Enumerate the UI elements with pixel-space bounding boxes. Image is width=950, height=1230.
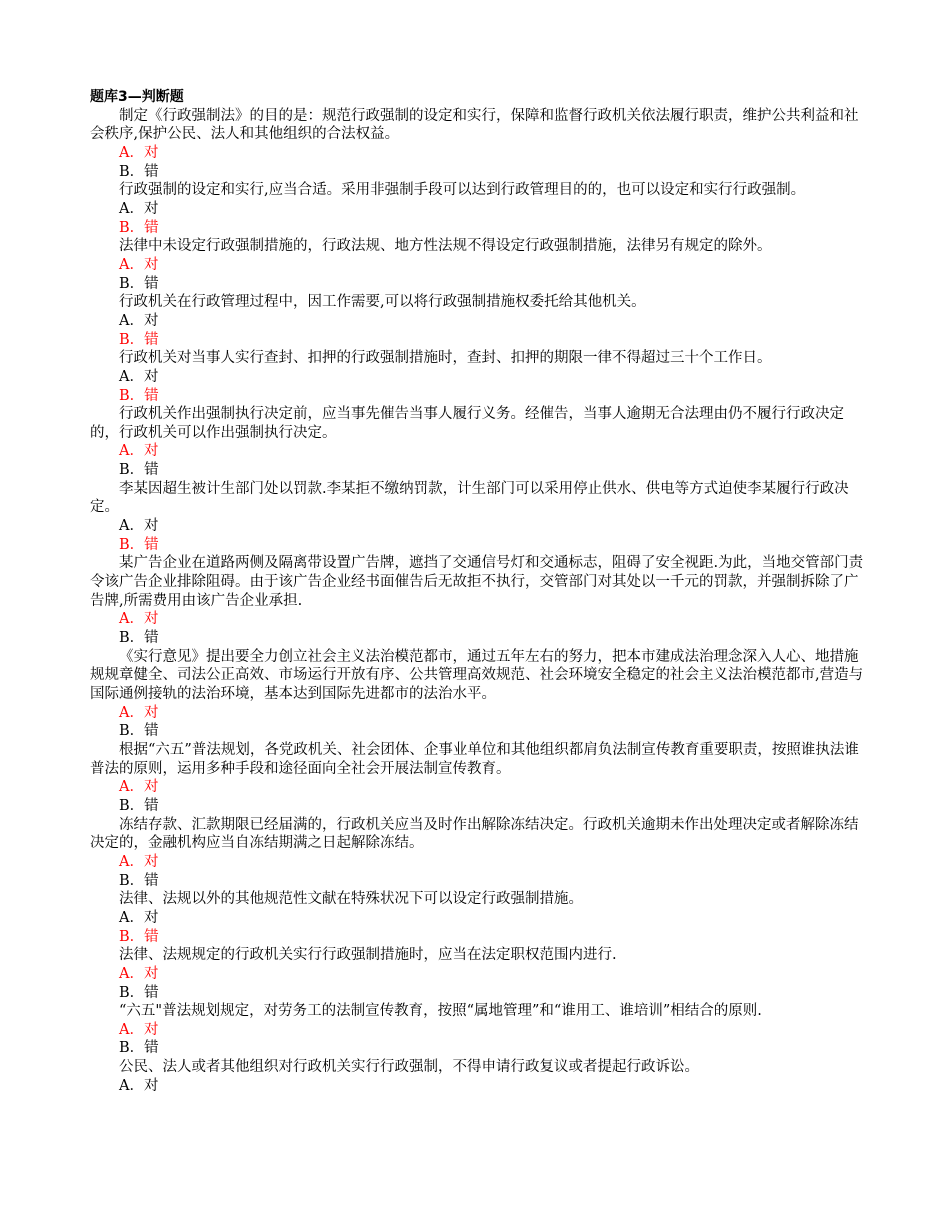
- option-b: B．错: [119, 219, 159, 236]
- option-b: B．错: [119, 723, 159, 740]
- question-item: [90, 349, 870, 405]
- option-a: A．对: [119, 611, 159, 628]
- option-b: B．错: [119, 984, 159, 1001]
- question-item: [90, 107, 870, 182]
- question-text: 某广告企业在道路两侧及隔离带设置广告牌，遮挡了交通信号灯和交通标志，阻碍了安全视距.为此，当地交管部门责令该广告企业排除阻碍。由于该广告企业经书面催告后无故拒不执行，交管部门对其处以一千元的罚款，并强制拆除了广告牌,所需费用由该广告企业承担.: [90, 555, 864, 609]
- option-b: B．错: [119, 536, 159, 553]
- option-b: B．错: [119, 331, 159, 348]
- question-text: 法律、法规以外的其他规范性文献在特殊状况下可以设定行政强制措施。: [119, 891, 583, 908]
- question-item: [90, 946, 870, 1002]
- option-b: B．错: [119, 462, 159, 479]
- option-a: A．对: [119, 1021, 159, 1038]
- question-item: [90, 181, 870, 237]
- option-b: B．错: [119, 872, 159, 889]
- question-item: [90, 405, 870, 480]
- option-a: A．对: [119, 853, 159, 870]
- question-item: [90, 816, 870, 891]
- question-item: [90, 480, 870, 555]
- option-a: A．对: [119, 144, 159, 161]
- option-a: A．对: [119, 368, 159, 385]
- option-b: B．错: [119, 797, 159, 814]
- option-a: A．对: [119, 965, 159, 982]
- question-item: [90, 237, 870, 293]
- question-item: [90, 293, 870, 349]
- question-text: 法律中未设定行政强制措施的，行政法规、地方性法规不得设定行政强制措施，法律另有规定的除外。: [119, 238, 772, 255]
- document-page: [90, 88, 870, 1095]
- question-text: 法律、法规规定的行政机关实行行政强制措施时，应当在法定职权范围内进行.: [119, 947, 617, 964]
- option-b: B．错: [119, 630, 159, 647]
- option-b: B．错: [119, 1040, 159, 1057]
- option-b: B．错: [119, 163, 159, 180]
- page-title: 题库3—判断题: [90, 89, 184, 105]
- question-text: “六五"普法规划规定，对劳务工的法制宣传教育，按照“属地管理”和“谁用工、谁培训”相结合的原则.: [119, 1003, 762, 1020]
- option-a: A．对: [119, 1077, 159, 1094]
- option-a: A．对: [119, 312, 159, 329]
- option-a: A．对: [119, 443, 159, 460]
- option-a: A．对: [119, 518, 159, 535]
- question-list: [90, 107, 870, 1096]
- question-text: 冻结存款、汇款期限已经届满的，行政机关应当及时作出解除冻结决定。行政机关逾期未作出处理决定或者解除冻结决定的，金融机构应当自冻结期满之日起解除冻结。: [90, 816, 859, 852]
- question-text: 行政机关对当事人实行查封、扣押的行政强制措施时，查封、扣押的期限一律不得超过三十个工作日。: [119, 350, 772, 367]
- question-text: 根据“六五”普法规划，各党政机关、社会团体、企事业单位和其他组织都肩负法制宣传教育重要职责，按照谁执法谁普法的原则，运用多种手段和途径面向全社会开展法制宣传教育。: [90, 741, 859, 777]
- option-b: B．错: [119, 387, 159, 404]
- option-a: A．对: [119, 909, 159, 926]
- question-item: [90, 890, 870, 946]
- option-b: B．错: [119, 928, 159, 945]
- question-text: 制定《行政强制法》的目的是：规范行政强制的设定和实行，保障和监督行政机关依法履行职责，维护公共利益和社会秩序,保护公民、法人和其他组织的合法权益。: [90, 107, 859, 143]
- question-item: [90, 1058, 870, 1095]
- question-item: [90, 648, 870, 741]
- option-a: A．对: [119, 256, 159, 273]
- question-text: 《实行意见》提出要全力创立社会主义法治模范都市，通过五年左右的努力，把本市建成法治理念深入人心、地措施规规章健全、司法公正高效、市场运行开放有序、公共管理高效规范、社会环境安全稳定的社会主义法治模范都市,营造与国际通例接轨的法治环境，基本达到国际先进都市的法治水平。: [90, 648, 864, 702]
- question-text: 公民、法人或者其他组织对行政机关实行行政强制，不得申请行政复议或者提起行政诉讼。: [119, 1059, 699, 1076]
- question-text: 行政机关在行政管理过程中，因工作需要,可以将行政强制措施权委托给其他机关。: [119, 294, 646, 311]
- option-a: A．对: [119, 200, 159, 217]
- question-item: [90, 554, 870, 647]
- question-item: [90, 1002, 870, 1058]
- question-text: 行政强制的设定和实行,应当合适。采用非强制手段可以达到行政管理目的的，也可以设定和实行行政强制。: [119, 182, 806, 199]
- question-text: 李某因超生被计生部门处以罚款.李某拒不缴纳罚款，计生部门可以采用停止供水、供电等方式迫使李某履行行政决定。: [90, 480, 849, 516]
- option-a: A．对: [119, 704, 159, 721]
- question-text: 行政机关作出强制执行决定前，应当事先催告当事人履行义务。经催告，当事人逾期无合法理由仍不履行行政决定的，行政机关可以作出强制执行决定。: [90, 406, 844, 441]
- option-b: B．错: [119, 275, 159, 292]
- question-item: [90, 741, 870, 816]
- option-a: A．对: [119, 779, 159, 796]
